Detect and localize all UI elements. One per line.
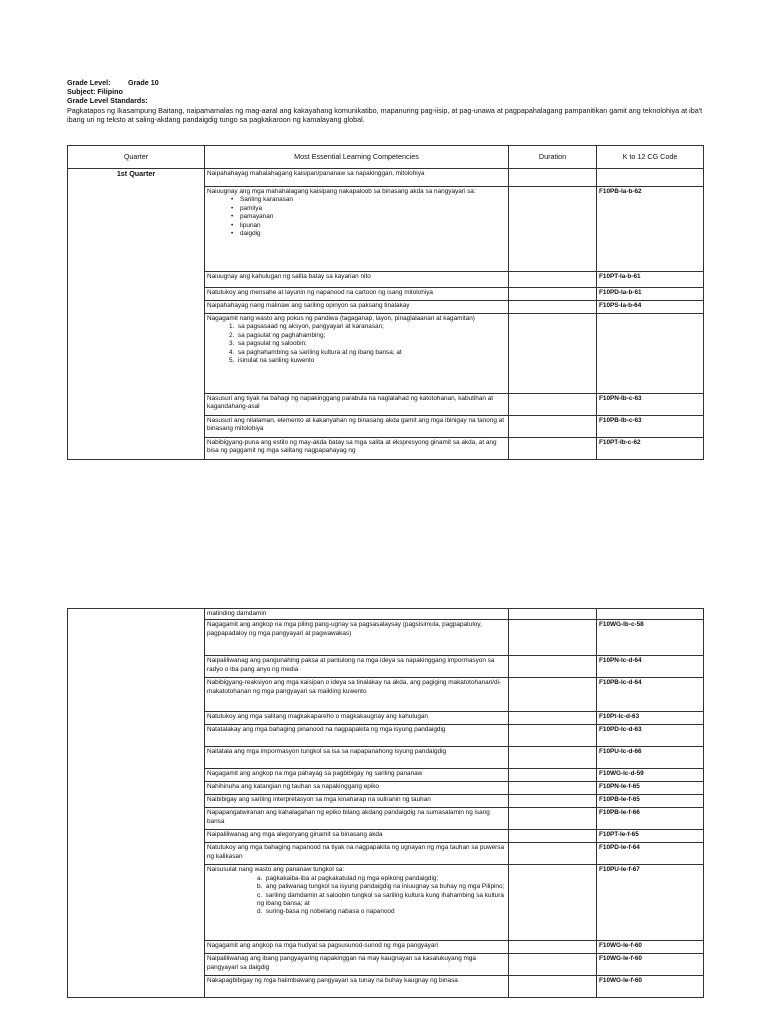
header-quarter: Quarter: [68, 146, 205, 169]
duration-cell: [509, 301, 597, 314]
cg-code: F10PN-Ic-d-64: [597, 656, 704, 678]
duration-cell: [509, 656, 597, 678]
quarter-label: 1st Quarter: [68, 169, 205, 460]
duration-cell: [509, 288, 597, 301]
duration-cell: [509, 272, 597, 288]
lettered-list: [207, 875, 506, 917]
header-duration: Duration: [509, 146, 597, 169]
duration-cell: [509, 843, 597, 865]
duration-cell: [509, 187, 597, 272]
competency-text: Naitatala ang mga impormasyon tungkol sa isa sa napapanahong isyung pandaigdig: [205, 747, 509, 769]
header-melc: Most Essential Learning Competencies: [205, 146, 509, 169]
duration-cell: [509, 808, 597, 830]
competency-cell: [205, 314, 509, 394]
list-item: b. ang paliwanag tungkol sa isyung pandaigdig na iniuugnay sa buhay ng mga Pilipino;: [257, 883, 505, 891]
cg-code: [597, 169, 704, 187]
duration-cell: [509, 416, 597, 438]
cg-code: F10PT-Ia-b-61: [597, 272, 704, 288]
competency-text: matinding damdamin: [205, 609, 509, 620]
competency-text: Napapangatwiranan ang kahalagahan ng epiko bilang akdang pandaigdig na sumasalamin ng isang bansa: [205, 808, 509, 830]
numbered-list: [207, 323, 506, 365]
competency-cell: [205, 187, 509, 272]
list-item: d. suring-basa ng nobelang nabasa o napanood: [257, 908, 395, 916]
competency-text: Natatalakay ang mga bahaging pinanood na nagpapakita ng mga isyung pandaigdig: [205, 725, 509, 747]
competency-text: Naiuugnay ang mga mahahalagang kaisipang nakapaloob sa binasang akda sa nangyayari sa:: [207, 188, 476, 195]
bullet-list: [207, 196, 506, 238]
list-item: • lipunan: [240, 222, 506, 230]
duration-cell: [509, 678, 597, 712]
list-item: 4. sa paghahambing sa sariling kultura at ng ibang bansa; at: [229, 348, 402, 356]
competency-text: Nakapagbibigay ng mga halimbawang pangyayari sa tunay na buhay kaugnay ng binasa: [205, 976, 509, 998]
cg-code: F10PB-Ie-f-65: [597, 795, 704, 808]
list-item: • pamayanan: [240, 213, 506, 221]
cg-code: F10PB-Ie-f-66: [597, 808, 704, 830]
list-item: • pamilya: [240, 205, 506, 213]
duration-cell: [509, 712, 597, 725]
competencies-table-continued: [67, 608, 704, 998]
duration-cell: [509, 941, 597, 954]
cg-code: F10PN-Ie-f-65: [597, 782, 704, 795]
duration-cell: [509, 747, 597, 769]
cg-code: F10WG-Ie-f-60: [597, 954, 704, 976]
list-item: • Sariling karanasan: [240, 196, 506, 204]
cg-code: F10PT-Ie-f-65: [597, 830, 704, 843]
table-row: [68, 609, 704, 620]
table-row: [68, 169, 704, 187]
cg-code: F10PD-Ic-d-63: [597, 725, 704, 747]
duration-cell: [509, 795, 597, 808]
competency-text: Nagagamit ang angkop na mga pahayag sa pagbibigay ng sariling pananaw: [205, 769, 509, 782]
cg-code: F10PS-Ia-b-64: [597, 301, 704, 314]
subject-line: Subject: Filipino: [67, 87, 123, 97]
standards-label: Grade Level Standards:: [67, 96, 148, 106]
competency-text: Nasusuri ang nilalaman, elemento at kakanyahan ng binasang akda gamit ang mga ibinigay na tanong at binasang mitolohiya: [205, 416, 509, 438]
list-item: • daigdig: [240, 230, 506, 238]
duration-cell: [509, 954, 597, 976]
document-header: [67, 78, 707, 124]
competency-text: Nagagamit nang wasto ang pokus ng pandiwa (tagaganap, layon, pinaglalaanan at kagamitan): [207, 315, 475, 322]
competency-cell: [205, 865, 509, 941]
competency-text: Naipahahayag mahalahagang kaisipan/pananaw sa napakinggan, mitolohiya: [205, 169, 509, 187]
cg-code: F10PT-Ib-c-62: [597, 438, 704, 460]
duration-cell: [509, 169, 597, 187]
duration-cell: [509, 830, 597, 843]
cg-code: F10PN-Ib-c-63: [597, 394, 704, 416]
competency-text: Nabibigyang-reaksiyon ang mga kaisipan o ideya sa tinalakay na akda, ang pagiging makatotohanan/di-makatotohanan ng mga pangyayari sa maikling kuwento: [205, 678, 509, 712]
duration-cell: [509, 769, 597, 782]
competency-text: Nagagamit ang angkop na mga piling pang-ugnay sa pagsasalaysay (pagsisimula, pagpapatuloy, pagpapadaloy ng mga pangyayari at pagwawakas): [205, 620, 509, 656]
competency-text: Naisusulat nang wasto ang pananaw tungkol sa:: [207, 866, 345, 874]
cg-code: F10PB-Ib-c-63: [597, 416, 704, 438]
cg-code: [597, 314, 704, 394]
competency-text: Natutukoy ang mensahe at layunin ng napanood na cartoon ng isang mitolohiya: [205, 288, 509, 301]
cg-code: F10PU-Ie-f-67: [597, 865, 704, 941]
competency-text: Naibibigay ang sariling interpretasyon sa mga kinaharap na suliranin ng tauhan: [205, 795, 509, 808]
table-header-row: [68, 146, 704, 169]
duration-cell: [509, 725, 597, 747]
competency-text: Nasusuri ang tiyak na bahagi ng napakinggang parabula na naglalahad ng katotohanan, kabutihan at kagandahang-asal: [205, 394, 509, 416]
competency-text: Natutukoy ang mga bahaging napanood na tiyak na nagpapakita ng ugnayan ng mga tauhan sa puwersa ng kalikasan: [205, 843, 509, 865]
grade-level-label: Grade Level:: [67, 78, 111, 87]
competency-text: Nabibigyang-puna ang estilo ng may-akda batay sa mga salita at ekspresyong ginamit sa akda, at ang bisa ng paggamit ng mga salitang nagpapahayag ng: [205, 438, 509, 460]
cg-code: [597, 609, 704, 620]
duration-cell: [509, 438, 597, 460]
cg-code: F10WG-Ie-f-60: [597, 941, 704, 954]
grade-level-value: Grade 10: [128, 78, 159, 87]
competencies-table-q1: [67, 145, 704, 460]
quarter-cell-empty: [68, 609, 205, 998]
competency-text: Naiuugnay ang kahulugan ng salita batay sa kayarian nito: [205, 272, 509, 288]
duration-cell: [509, 782, 597, 795]
competency-text: Naipaliliwanag ang pangunahing paksa at pantulong na mga ideya sa napakinggang impormasyon sa radyo o iba pang anyo ng media: [205, 656, 509, 678]
grade-level-line: [67, 78, 707, 87]
competency-text: Nahihinuha ang katangian ng tauhan sa napakinggang epiko: [205, 782, 509, 795]
duration-cell: [509, 620, 597, 656]
competency-text: Nagagamit ang angkop na mga hudyat sa pagsusunod-sunod ng mga pangyayari: [205, 941, 509, 954]
cg-code: F10WG-Ib-c-58: [597, 620, 704, 656]
cg-code: F10PD-Ie-f-64: [597, 843, 704, 865]
cg-code: F10WG-Ie-f-60: [597, 976, 704, 998]
duration-cell: [509, 609, 597, 620]
standards-text: Pagkatapos ng Ikasampung Baitang, naipamamalas ng mag-aaral ang kakayahang komunikatibo, mapanuring pag-iisip, at pag-unawa at pagpapahalagang pampanitikan gamit ang teknolohiya at iba't ibang uri ng teksto at saling-akdang pandaigdig tungo sa pagkakaroon ng kamalayang global.: [67, 105, 703, 124]
competency-text: Naipaliliwanag ang mga alegoryang ginamit sa binasang akda: [205, 830, 509, 843]
cg-code: F10Pt-Ic-d-63: [597, 712, 704, 725]
cg-code: F10PD-Ia-b-61: [597, 288, 704, 301]
duration-cell: [509, 314, 597, 394]
duration-cell: [509, 865, 597, 941]
list-item: 3. sa pagsulat ng saloobin;: [229, 340, 307, 348]
cg-code: F10PB-Ia-b-62: [597, 187, 704, 272]
duration-cell: [509, 976, 597, 998]
cg-code: F10PU-Ic-d-66: [597, 747, 704, 769]
list-item: 1. sa pagsasaad ng aksyon, pangyayari at karanasan;: [229, 323, 384, 331]
cg-code: F10WG-Ic-d-59: [597, 769, 704, 782]
list-item: 2. sa pagsulat ng paghahambing;: [229, 331, 326, 339]
list-item: c. sariling damdamin at saloobin tungkol sa sariling kultura kung ihahambing sa kultura ng ibang bansa; at: [257, 891, 504, 908]
list-item: a. pagkakaiba-iba at pagkakatulad ng mga epikong pandaigdig;: [257, 874, 439, 882]
header-code: K to 12 CG Code: [597, 146, 704, 169]
competency-text: Naipahahayag nang malinaw ang sariling opinyon sa paksang tinalakay: [205, 301, 509, 314]
list-item: 5. isinulat na sariling kuwento: [229, 357, 315, 365]
duration-cell: [509, 394, 597, 416]
competency-text: Naipaliliwanag ang ibang pangyayaring napakinggan na may kaugnayan sa kasalukuyang mga pangyayari sa daigdig: [205, 954, 509, 976]
cg-code: F10PB-Ic-d-64: [597, 678, 704, 712]
competency-text: Natutukoy ang mga salitang magkakapareho o magkakaugnay ang kahulugan: [205, 712, 509, 725]
